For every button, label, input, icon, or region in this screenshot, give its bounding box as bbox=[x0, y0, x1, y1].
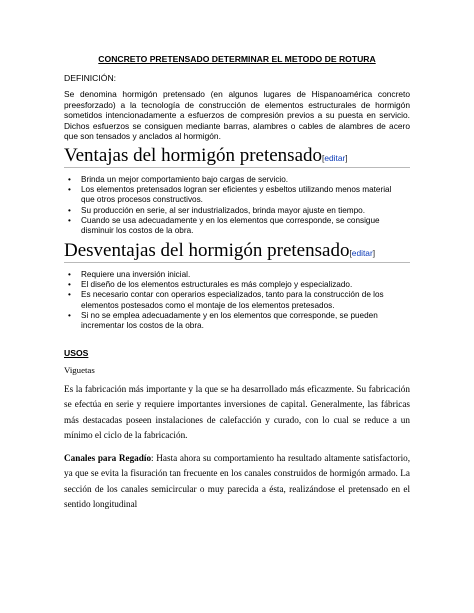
usos-heading: USOS bbox=[64, 348, 89, 358]
definition-paragraph: Se denomina hormigón pretensado (en algunos lugares de Hispanoamérica concreto preesforzado) a la tecnología de construcción de elementos estructurales de hormigón sometidos intencionadamente a esfuerzos de compresión previos a su puesta en servicio. Dichos esfuerzos se consiguen mediante barras, alambres o cables de alambres de acero que son tensados y anclados al hormigón. bbox=[64, 89, 410, 142]
bullet-icon: • bbox=[68, 215, 71, 225]
bullet-icon: • bbox=[68, 280, 71, 290]
list-item: • El diseño de los elementos estructurales es más complejo y especializado. bbox=[68, 280, 353, 290]
desventajas-edit-link[interactable]: editar bbox=[351, 248, 373, 258]
viguetas-paragraph: Es la fabricación más importante y la que se ha desarrollado más eficazmente. Su fabricación se efectúa en serie y requiere importantes inversiones de capital. Generalmente, las fábricas más destacadas poseen instalaciones de calefacción y curado, con lo cual se reduce a un mínimo el ciclo de la fabricación. bbox=[64, 384, 410, 440]
desventajas-heading-text: Desventajas del hormigón pretensado bbox=[64, 240, 350, 261]
bullet-icon: • bbox=[68, 270, 71, 279]
ventajas-heading bbox=[64, 145, 348, 169]
list-item: • Brinda un mejor comportamiento bajo cargas de servicio. bbox=[68, 175, 289, 184]
canales-label: Canales para Regadío bbox=[64, 453, 152, 463]
ventajas-heading-text: Ventajas del hormigón pretensado bbox=[64, 145, 323, 166]
viguetas-label: Viguetas bbox=[64, 365, 95, 375]
list-item: • Es necesario contar con operarios especializados, tanto para la construcción de los elementos postesados como el montaje de los elementos pretesados. bbox=[68, 290, 384, 310]
list-item: • Su producción en serie, al ser industrializados, brinda mayor ajuste en tiempo. bbox=[68, 205, 365, 215]
bullet-icon: • bbox=[68, 310, 71, 320]
ventajas-divider bbox=[64, 167, 410, 168]
bullet-icon: • bbox=[68, 175, 71, 184]
desventajas-list bbox=[64, 270, 404, 331]
bullet-icon: • bbox=[68, 290, 71, 300]
list-item: • Los elementos pretensados logran ser eficientes y esbeltos utilizando menos material que otros procesos constructivos. bbox=[68, 185, 392, 205]
bullet-icon: • bbox=[68, 205, 71, 215]
definition-label: DEFINICIÓN: bbox=[64, 73, 117, 83]
ventajas-edit-link[interactable]: editar bbox=[324, 153, 346, 163]
list-item: • Si no se emplea adecuadamente y en los elementos que corresponde, se pueden incrementar los costos de la obra. bbox=[68, 310, 378, 331]
list-item: • Requiere una inversión inicial. bbox=[68, 270, 191, 279]
document-title: CONCRETO PRETENSADO DETERMINAR EL METODO DE ROTURA bbox=[98, 54, 376, 64]
ventajas-edit-close: ] bbox=[345, 153, 348, 163]
desventajas-divider bbox=[64, 262, 410, 263]
desventajas-heading bbox=[64, 240, 375, 264]
ventajas-edit-open: [ bbox=[322, 153, 325, 163]
desventajas-edit-open: [ bbox=[349, 248, 352, 258]
canales-paragraph bbox=[64, 451, 410, 512]
canales-text: : Hasta ahora su comportamiento ha resultado altamente satisfactorio, ya que se evita la fisuración tan frecuente en los canales construidos de hormigón armado. La sección de los canales semicircular o muy parecida a ésta, realizándose el pretensado en el sentido longitudinal bbox=[64, 453, 411, 509]
ventajas-list bbox=[64, 175, 404, 236]
bullet-icon: • bbox=[68, 185, 71, 195]
desventajas-edit-close: ] bbox=[372, 248, 376, 258]
list-item: • Cuando se usa adecuadamente y en los elementos que corresponde, se consigue disminuir los costos de la obra. bbox=[68, 215, 380, 236]
